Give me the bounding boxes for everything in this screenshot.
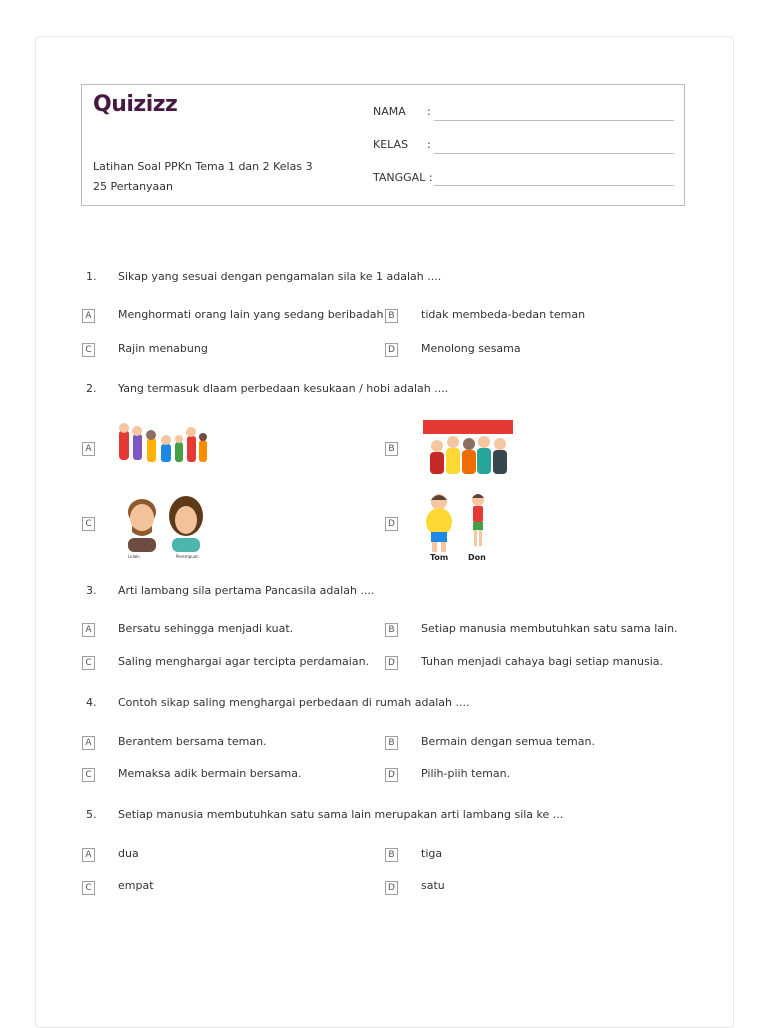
class-colon: : [427, 138, 431, 151]
option-text-b: Bermain dengan semua teman. [421, 735, 595, 748]
option-text-b: tidak membeda-bedan teman [421, 308, 586, 321]
question-number: 5. [86, 808, 97, 821]
option-letter-a[interactable]: A [82, 848, 95, 862]
question-number: 4. [86, 696, 97, 709]
option-letter-c[interactable]: C [82, 656, 95, 670]
option-letter-a[interactable]: A [82, 442, 95, 456]
option-letter-c[interactable]: C [82, 881, 95, 895]
option-letter-d[interactable]: D [385, 517, 398, 531]
question-count: 25 Pertanyaan [93, 180, 174, 193]
option-text-c: Saling menghargai agar tercipta perdamaian. [118, 655, 370, 668]
option-letter-a[interactable]: A [82, 736, 95, 750]
man-woman-faces-illustration [120, 492, 212, 560]
question-number: 1. [86, 270, 97, 283]
diverse-people-flag-illustration [423, 420, 513, 475]
option-letter-a[interactable]: A [82, 309, 95, 323]
question-text: Sikap yang sesuai dengan pengamalan sila ke 1 adalah .... [118, 270, 442, 283]
tom-don-boys-illustration [423, 490, 493, 562]
option-letter-b[interactable]: B [385, 309, 398, 323]
option-letter-b[interactable]: B [385, 736, 398, 750]
caption-don: Don [468, 553, 486, 562]
date-label: TANGGAL : [373, 171, 433, 184]
caption-tom: Tom [430, 553, 449, 562]
option-text-a: Menghormati orang lain yang sedang beribadah [118, 308, 384, 321]
option-text-b: Setiap manusia membutuhkan satu sama lain. [421, 622, 678, 635]
option-letter-d[interactable]: D [385, 881, 398, 895]
option-letter-b[interactable]: B [385, 623, 398, 637]
option-text-d: satu [421, 879, 445, 892]
option-letter-a[interactable]: A [82, 623, 95, 637]
date-field[interactable] [434, 184, 674, 186]
option-letter-b[interactable]: B [385, 848, 398, 862]
option-text-a: dua [118, 847, 139, 860]
quizizz-logo: Quizizz [93, 92, 178, 117]
option-text-c: Memaksa adik bermain bersama. [118, 767, 302, 780]
question-text: Arti lambang sila pertama Pancasila adalah .... [118, 584, 375, 597]
option-letter-c[interactable]: C [82, 343, 95, 357]
option-text-a: Bersatu sehingga menjadi kuat. [118, 622, 294, 635]
class-label: KELAS [373, 138, 409, 151]
question-number: 3. [86, 584, 97, 597]
question-number: 2. [86, 382, 97, 395]
quiz-title: Latihan Soal PPKn Tema 1 dan 2 Kelas 3 [93, 160, 313, 173]
name-label: NAMA [373, 105, 406, 118]
option-text-c: empat [118, 879, 154, 892]
caption-man: Lelaki [128, 554, 140, 559]
caption-woman: Perempuan [176, 554, 199, 559]
option-letter-d[interactable]: D [385, 768, 398, 782]
question-text: Yang termasuk dlaam perbedaan kesukaan / hobi adalah .... [118, 382, 449, 395]
option-letter-c[interactable]: C [82, 517, 95, 531]
option-text-d: Pilih-piih teman. [421, 767, 511, 780]
name-colon: : [427, 105, 431, 118]
children-hobbies-illustration [117, 420, 209, 472]
question-text: Contoh sikap saling menghargai perbedaan di rumah adalah .... [118, 696, 470, 709]
option-text-d: Tuhan menjadi cahaya bagi setiap manusia. [421, 655, 664, 668]
option-letter-c[interactable]: C [82, 768, 95, 782]
option-text-b: tiga [421, 847, 443, 860]
option-letter-b[interactable]: B [385, 442, 398, 456]
option-letter-d[interactable]: D [385, 656, 398, 670]
question-text: Setiap manusia membutuhkan satu sama lain merupakan arti lambang sila ke ... [118, 808, 564, 821]
option-text-a: Berantem bersama teman. [118, 735, 267, 748]
class-field[interactable] [434, 152, 674, 154]
option-text-d: Menolong sesama [421, 342, 521, 355]
option-letter-d[interactable]: D [385, 343, 398, 357]
name-field[interactable] [434, 119, 674, 121]
option-text-c: Rajin menabung [118, 342, 208, 355]
